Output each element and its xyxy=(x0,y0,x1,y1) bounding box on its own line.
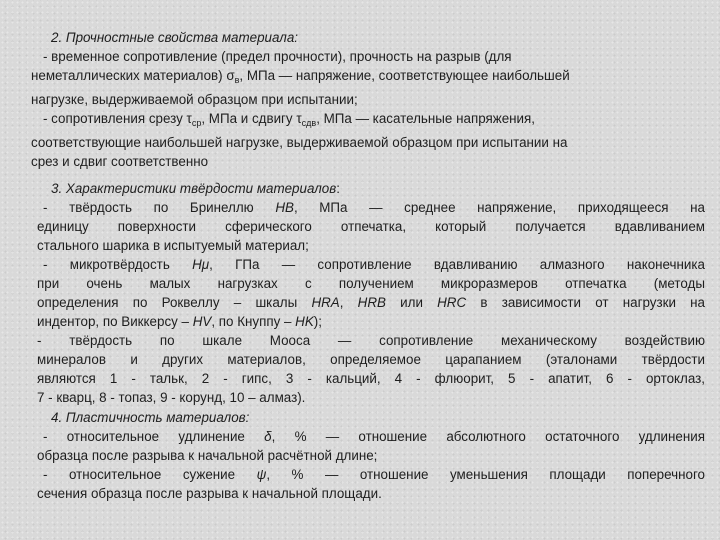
text-line: являются 1 - тальк, 2 - гипс, 3 - кальций, 4 - флюорит, 5 - апатит, 6 - ортоклаз, xyxy=(37,371,705,386)
text-line: - твёрдость по шкале Мооса — сопротивление механическому воздействию xyxy=(37,333,705,348)
heading-colon: : xyxy=(336,181,340,196)
text-fragment: или xyxy=(385,295,438,310)
text-line: единицу поверхности сферического отпечатка, который получается вдавливанием xyxy=(37,219,705,234)
text-line: срез и сдвиг соответственно xyxy=(31,154,209,169)
text-fragment: - микротвёрдость xyxy=(43,257,193,272)
symbol: HRB xyxy=(357,295,386,310)
text-fragment: индентор, по Виккерсу – xyxy=(37,314,193,329)
symbol: ψ xyxy=(256,467,267,482)
symbol: HRC xyxy=(437,295,467,310)
symbol: HB xyxy=(275,200,294,215)
text-fragment: - относительное сужение xyxy=(43,467,257,482)
subscript: ср xyxy=(191,118,202,128)
text-line: 7 - кварц, 8 - топаз, 9 - корунд, 10 – алмаз). xyxy=(37,390,306,405)
text-line: сечения образца после разрыва к начальной площади. xyxy=(37,486,382,501)
subscript: в xyxy=(234,75,240,85)
text-fragment: - твёрдость по Бринеллю xyxy=(43,200,276,215)
text-fragment: - относительное удлинение xyxy=(43,429,265,444)
text-fragment: , % — отношение уменьшения площади поперечного xyxy=(266,467,705,482)
text-line: образца после разрыва к начальной расчётной длине; xyxy=(37,448,378,463)
text-line xyxy=(37,312,705,331)
text-fragment: - сопротивления срезу τ xyxy=(43,111,192,126)
text-fragment: определения по Роквеллу – шкалы xyxy=(37,295,312,310)
text-line xyxy=(31,66,705,90)
section-strength xyxy=(31,28,705,171)
text-fragment: , xyxy=(339,295,358,310)
text-line: соответствующие наибольшей нагрузке, выдерживаемой образцом при испытании на xyxy=(31,135,568,150)
section-plasticity xyxy=(37,408,705,503)
text-fragment: , МПа — касательные напряжения, xyxy=(316,111,535,126)
heading-text: 3. Характеристики твёрдости материалов xyxy=(51,181,337,196)
text-fragment: , МПа и сдвигу τ xyxy=(201,111,302,126)
text-fragment: , МПа — напряжение, соответствующее наибольшей xyxy=(239,68,570,83)
text-line: минералов и других материалов, определяемое царапанием (эталонами твёрдости xyxy=(37,352,705,367)
text-fragment: , ГПа — сопротивление вдавливанию алмазного наконечника xyxy=(209,257,706,272)
text-fragment: , МПа — среднее напряжение, приходящееся на xyxy=(293,200,705,215)
text-line: стального шарика в испытуемый материал; xyxy=(37,238,309,253)
text-line xyxy=(37,109,705,133)
text-line xyxy=(37,465,705,484)
symbol: δ xyxy=(264,429,272,444)
text-fragment: в зависимости от нагрузки на xyxy=(466,295,705,310)
text-fragment: , по Кнуппу – xyxy=(211,314,296,329)
text-line: нагрузке, выдерживаемой образцом при испытании; xyxy=(31,92,358,107)
text-line xyxy=(37,427,705,446)
subscript: сдв xyxy=(301,118,317,128)
symbol: HRA xyxy=(311,295,340,310)
section-hardness xyxy=(37,179,705,407)
symbol: Hμ xyxy=(192,257,210,272)
section-heading: 4. Пластичность материалов: xyxy=(51,410,250,425)
text-line: при очень малых нагрузках с получением микроразмеров отпечатка (методы xyxy=(37,276,705,291)
text-fragment: неметаллических материалов) σ xyxy=(31,68,235,83)
text-line xyxy=(37,198,705,217)
section-heading xyxy=(37,179,705,198)
text-line: - временное сопротивление (предел прочности), прочность на разрыв (для xyxy=(43,49,512,64)
text-line xyxy=(37,293,705,312)
text-fragment: , % — отношение абсолютного остаточного удлинения xyxy=(271,429,705,444)
section-heading: 2. Прочностные свойства материала: xyxy=(51,30,299,45)
symbol: HK xyxy=(295,314,314,329)
text-fragment: ); xyxy=(313,314,322,329)
text-line xyxy=(37,255,705,274)
symbol: HV xyxy=(192,314,212,329)
